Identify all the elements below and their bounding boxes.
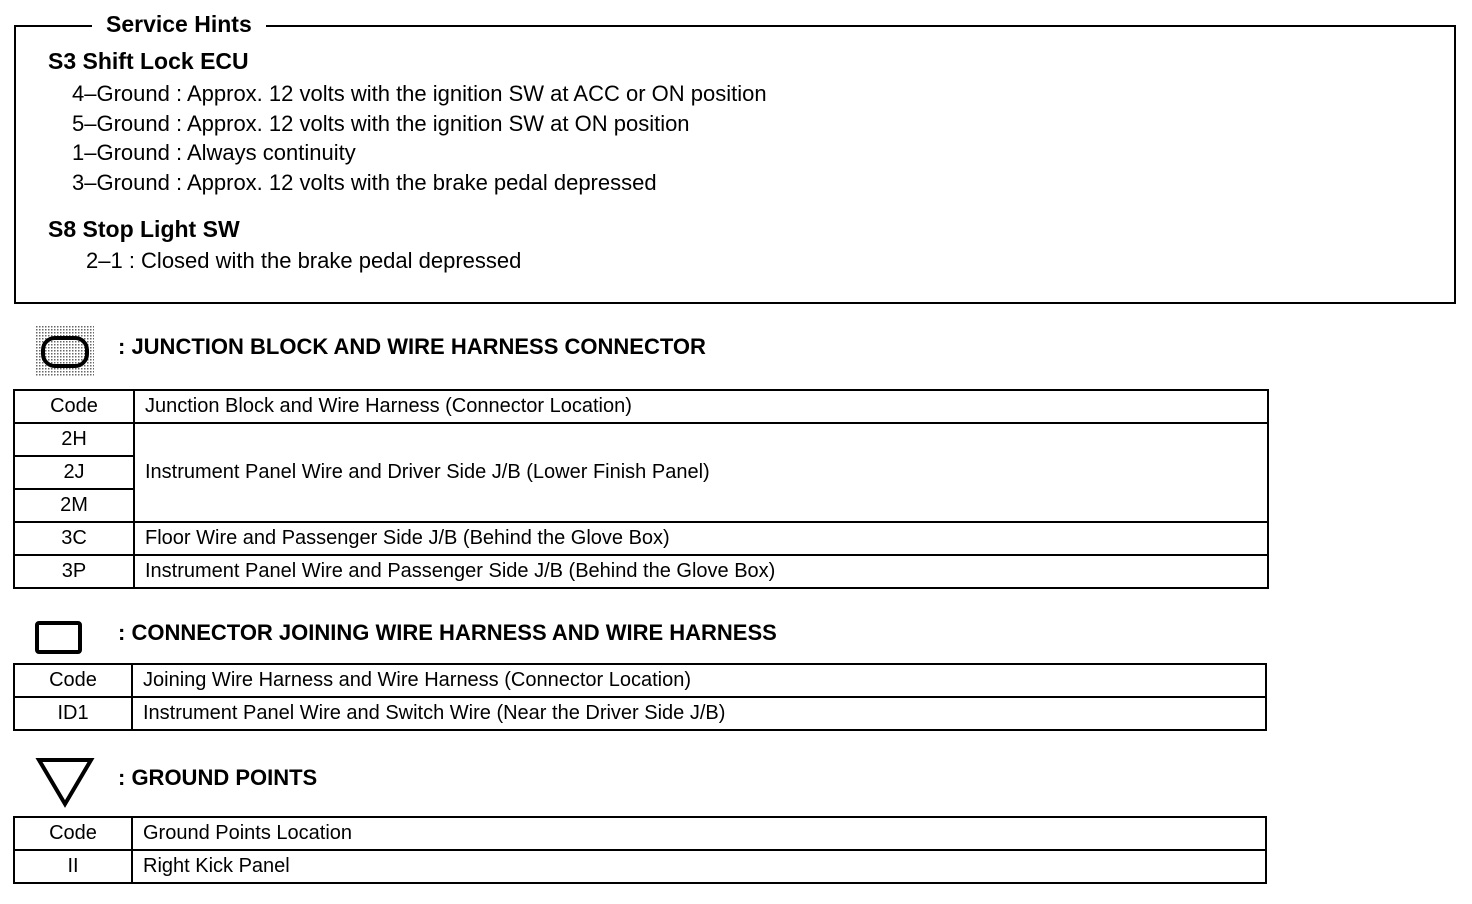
code-cell: II <box>14 850 132 883</box>
junction-section-title: : JUNCTION BLOCK AND WIRE HARNESS CONNECTOR <box>118 334 706 359</box>
s8-heading: S8 Stop Light SW <box>48 216 240 242</box>
triangle-down-icon <box>35 756 95 808</box>
s3-line-1: 4–Ground : Approx. 12 volts with the ignition SW at ACC or ON position <box>72 81 767 106</box>
rectangle-icon <box>35 620 83 656</box>
code-cell: 3P <box>14 555 134 588</box>
location-header: Joining Wire Harness and Wire Harness (Connector Location) <box>132 664 1266 697</box>
code-cell: 2M <box>14 489 134 522</box>
s3-line-3: 1–Ground : Always continuity <box>72 140 356 165</box>
ground-section-title: : GROUND POINTS <box>118 765 318 790</box>
location-cell: Instrument Panel Wire and Driver Side J/B (Lower Finish Panel) <box>134 423 1268 522</box>
s8-line-1: 2–1 : Closed with the brake pedal depressed <box>86 248 522 273</box>
junction-table <box>13 389 1269 589</box>
service-hints-title: Service Hints <box>92 10 266 38</box>
table-row <box>14 697 1266 730</box>
code-cell: 2J <box>14 456 134 489</box>
joining-table <box>13 663 1267 731</box>
location-header: Ground Points Location <box>132 817 1266 850</box>
location-cell: Right Kick Panel <box>132 850 1266 883</box>
table-row <box>14 423 1268 456</box>
location-cell: Instrument Panel Wire and Passenger Side J/B (Behind the Glove Box) <box>134 555 1268 588</box>
code-cell: ID1 <box>14 697 132 730</box>
location-header: Junction Block and Wire Harness (Connector Location) <box>134 390 1268 423</box>
table-row <box>14 522 1268 555</box>
table-header-row <box>14 664 1266 697</box>
table-header-row <box>14 390 1268 423</box>
joining-section-title: : CONNECTOR JOINING WIRE HARNESS AND WIRE HARNESS <box>118 620 777 645</box>
location-cell: Instrument Panel Wire and Switch Wire (Near the Driver Side J/B) <box>132 697 1266 730</box>
s3-line-4: 3–Ground : Approx. 12 volts with the brake pedal depressed <box>72 170 657 195</box>
code-header: Code <box>14 390 134 423</box>
location-cell: Floor Wire and Passenger Side J/B (Behind the Glove Box) <box>134 522 1268 555</box>
code-header: Code <box>14 664 132 697</box>
s3-heading: S3 Shift Lock ECU <box>48 48 249 74</box>
table-row <box>14 850 1266 883</box>
rounded-rect-dotted-icon <box>36 326 94 376</box>
code-cell: 3C <box>14 522 134 555</box>
s3-line-2: 5–Ground : Approx. 12 volts with the ignition SW at ON position <box>72 111 690 136</box>
code-cell: 2H <box>14 423 134 456</box>
table-header-row <box>14 817 1266 850</box>
code-header: Code <box>14 817 132 850</box>
ground-table <box>13 816 1267 884</box>
table-row <box>14 555 1268 588</box>
